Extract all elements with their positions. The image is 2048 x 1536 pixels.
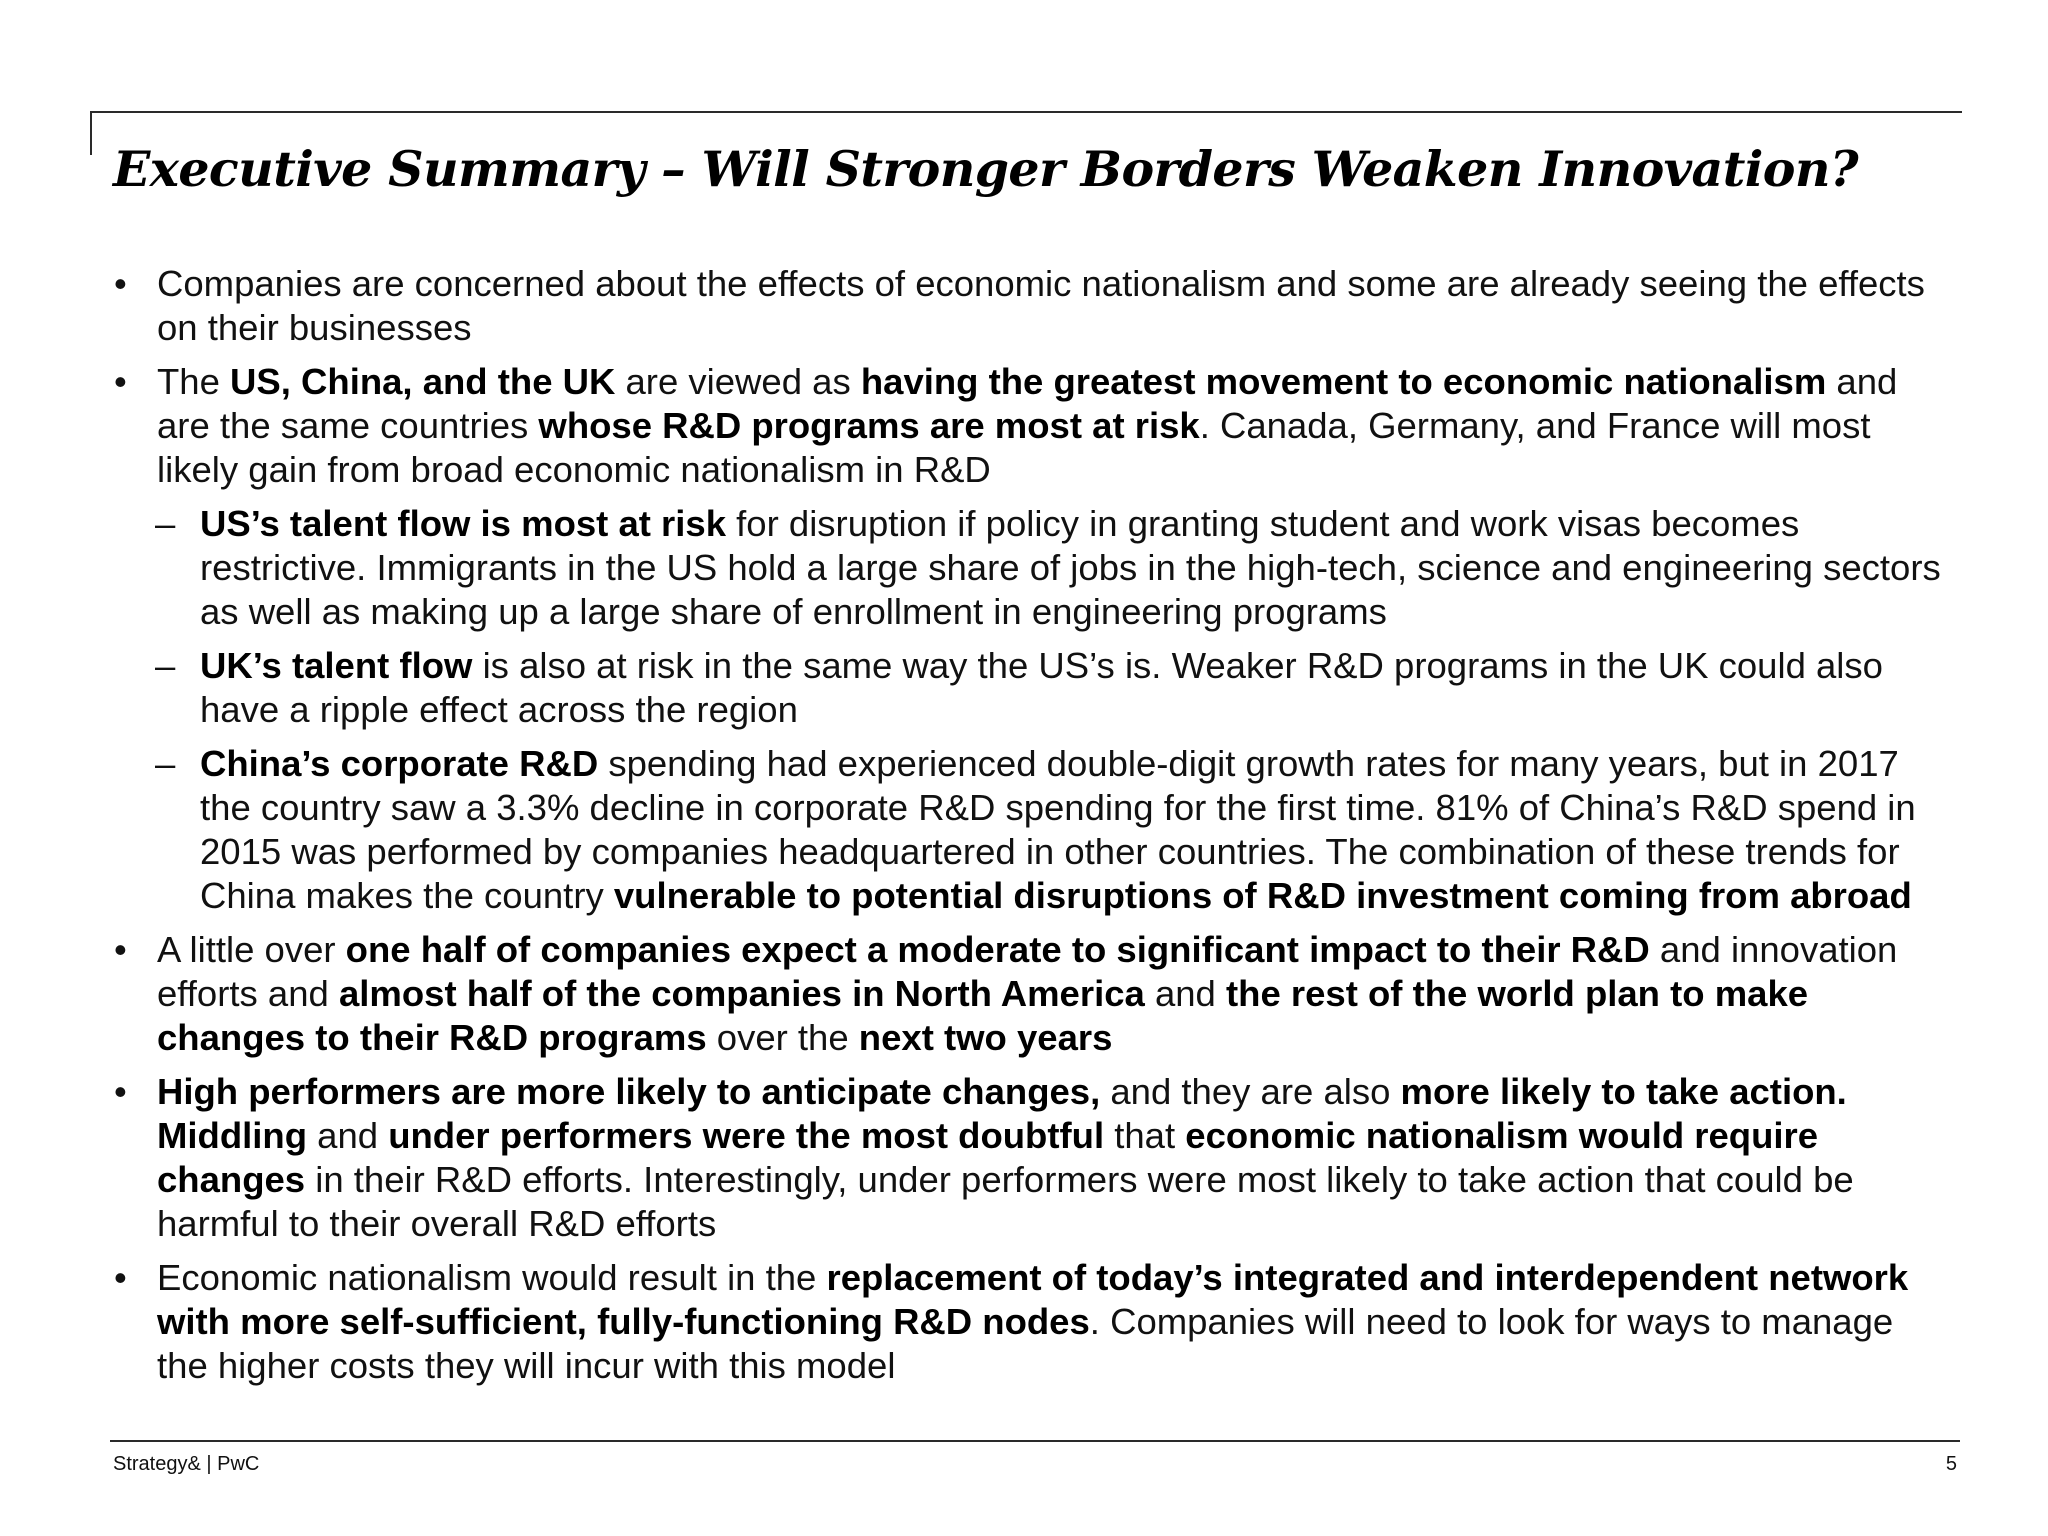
bullet-text — [157, 929, 1897, 1058]
bullet-marker: • — [114, 263, 127, 304]
text-run: The — [157, 361, 231, 402]
bullet-item — [110, 928, 1950, 1060]
bullet-text — [200, 503, 1941, 632]
bold-text-run: almost half of the companies in North America — [338, 973, 1145, 1014]
text-run: and innovation efforts and — [157, 929, 1898, 1014]
sub-bullet-item — [110, 742, 1950, 918]
text-run: in their R&D efforts. Interestingly, under performers were most likely to take action that could be harmful to their overall R&D efforts — [157, 1159, 1854, 1244]
text-run: and — [307, 1115, 389, 1156]
bold-text-run: having the greatest movement to economic nationalism — [860, 361, 1827, 402]
footer-divider — [110, 1440, 1960, 1442]
bold-text-run: replacement of today’s integrated and interdependent network with more self-sufficient, fully-functioning R&D nodes — [157, 1257, 1909, 1342]
bold-text-run: more likely to take action. Middling — [157, 1071, 1847, 1156]
bold-text-run: next two years — [858, 1017, 1113, 1058]
text-run: . Companies will need to look for ways to manage the higher costs they will incur with this model — [157, 1301, 1894, 1386]
bullet-item — [110, 1256, 1950, 1388]
bold-text-run: the rest of the world plan to make changes to their R&D programs — [157, 973, 1809, 1058]
text-run: for disruption if policy in granting student and work visas becomes restrictive. Immigrants in the US hold a large share of jobs in the high-tech, science and engineering sectors as well as making up a large share of enrollment in engineering programs — [200, 503, 1941, 632]
text-run: is also at risk in the same way the US’s is. Weaker R&D programs in the UK could also have a ripple effect across the region — [200, 645, 1883, 730]
bullet-text — [157, 361, 1897, 490]
page-number: 5 — [1945, 1453, 1957, 1475]
text-run: and they are also — [1100, 1071, 1401, 1112]
sub-bullet-item — [110, 644, 1950, 732]
bold-text-run: economic nationalism would require changes — [157, 1115, 1819, 1200]
text-run: Economic nationalism would result in the — [157, 1257, 827, 1298]
footer-source: Strategy& | PwC — [113, 1453, 260, 1475]
bullet-item — [110, 360, 1950, 492]
bold-text-run: UK’s talent flow — [200, 645, 473, 686]
bold-text-run: one half of companies expect a moderate to significant impact to their R&D — [345, 929, 1650, 970]
dash-marker: – — [155, 645, 176, 686]
bold-text-run: whose R&D programs are most at risk — [538, 405, 1200, 446]
dash-marker: – — [155, 503, 176, 544]
text-run: A little over — [157, 929, 346, 970]
text-run: Companies are concerned about the effects of economic nationalism and some are already seeing the effects on their businesses — [157, 263, 1925, 348]
bullet-list — [110, 262, 1950, 1398]
bullet-text — [157, 263, 1925, 348]
bullet-text — [200, 645, 1883, 730]
dash-marker: – — [155, 743, 176, 784]
text-run: that — [1104, 1115, 1186, 1156]
bullet-marker: • — [114, 929, 127, 970]
page-title: Executive Summary – Will Stronger Borders Weaken Innovation? — [113, 140, 1858, 198]
text-run: are viewed as — [615, 361, 861, 402]
bold-text-run: US’s talent flow is most at risk — [200, 503, 727, 544]
bold-text-run: China’s corporate R&D — [200, 743, 599, 784]
text-run: and are the same countries — [157, 361, 1898, 446]
bold-text-run: vulnerable to potential disruptions of R&D investment coming from abroad — [613, 875, 1912, 916]
text-run: over the — [706, 1017, 859, 1058]
bullet-item — [110, 262, 1950, 350]
bullet-text — [200, 743, 1916, 916]
text-run: and — [1144, 973, 1226, 1014]
bold-text-run: US, China, and the UK — [230, 361, 616, 402]
text-run: . Canada, Germany, and France will most likely gain from broad economic nationalism in R&D — [157, 405, 1871, 490]
text-run: spending had experienced double-digit growth rates for many years, but in 2017 the country saw a 3.3% decline in corporate R&D spending for the first time. 81% of China’s R&D spend in 2015 was performed by companies headquartered in other countries. The combination of these trends for China makes the country — [200, 743, 1916, 916]
bullet-marker: • — [114, 1071, 127, 1112]
bold-text-run: under performers were the most doubtful — [388, 1115, 1105, 1156]
bullet-marker: • — [114, 361, 127, 402]
bold-text-run: High performers are more likely to anticipate changes, — [157, 1071, 1101, 1112]
bullet-text — [157, 1257, 1908, 1386]
bullet-marker: • — [114, 1257, 127, 1298]
bullet-item — [110, 1070, 1950, 1246]
sub-bullet-item — [110, 502, 1950, 634]
bullet-text — [157, 1071, 1854, 1244]
